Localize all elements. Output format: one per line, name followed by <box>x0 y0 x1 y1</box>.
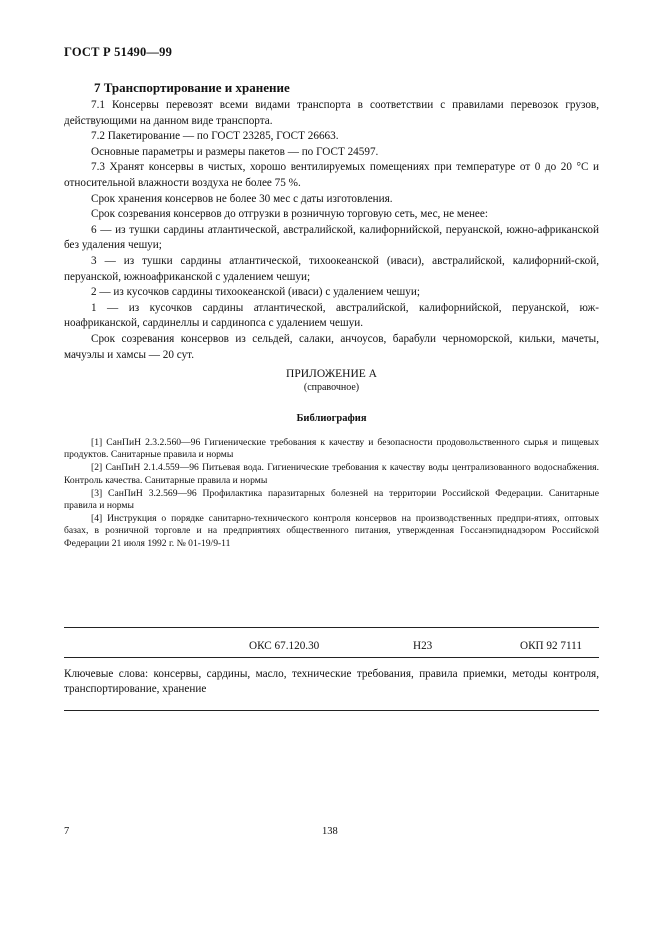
paragraph: 2 — из кусочков сардины тихоокеанской (иваси) с удалением чешуи; <box>91 286 420 299</box>
appendix-heading <box>64 368 599 394</box>
top-divider <box>64 627 599 628</box>
document-header: ГОСТ Р 51490—99 <box>64 45 173 59</box>
paragraph: Срок созревания консервов до отгрузки в розничную торговую сеть, мес, не менее: <box>91 208 488 221</box>
bibliography-item: [1] СанПиН 2.3.2.560—96 Гигиенические требования к качеству и безопасности продовольственного сырья и пищевых продуктов. Санитарные правила и нормы <box>64 437 599 461</box>
bibliography-item: [4] Инструкция о порядке санитарно-технического контроля консервов на производственных предпри-ятиях, оптовых базах, в розничной торговле и на предприятиях общественного питания, утвержденная Госсанэпиднадзором Российской Федерации 21 июля 1992 г. № 01-19/9-11 <box>64 513 599 549</box>
paragraph: Срок хранения консервов не более 30 мес с даты изготовления. <box>91 192 393 205</box>
bibliography-title: Библиография <box>296 413 367 424</box>
section-title: 7 Транспортирование и хранение <box>94 80 290 95</box>
okp-code: ОКП 92 7111 <box>520 640 582 652</box>
paragraph: Основные параметры и размеры пакетов — по ГОСТ 24597. <box>91 145 379 158</box>
bibliography-list <box>64 437 599 551</box>
paragraph: 7.3 Хранят консервы в чистых, хорошо вентилируемых помещениях при температуре от 0 до 20 °С и относительной влажности воздуха не более 75 %. <box>64 161 599 189</box>
paragraph: Срок созревания консервов из сельдей, салаки, анчоусов, барабули черноморской, кильки, мачеты, мачуэлы и хамсы — 20 сут. <box>64 332 599 361</box>
paragraph: 7.1 Консервы перевозят всеми видами транспорта в соответствии с правилами перевозок грузов, действующими на данном виде транспорта. <box>64 99 599 127</box>
section-body <box>64 98 599 363</box>
footer-left-number: 7 <box>64 826 70 837</box>
bibliography-item: [3] СанПиН 3.2.569—96 Профилактика паразитарных болезней на территории Российской Федерации. Санитарные правила и нормы <box>64 487 599 512</box>
oks-code: ОКС 67.120.30 <box>249 640 320 652</box>
bibliography-item: [2] СанПиН 2.1.4.559—96 Питьевая вода. Гигиенические требования к качеству воды централизованного водоснабжения. Контроль качества. Санитарные правила и нормы <box>64 462 599 486</box>
appendix-subtitle: (справочное) <box>303 382 360 393</box>
paragraph: 6 — из тушки сардины атлантической, австралийской, калифорнийской, перуанской, южно-африканской без удаления чешуи; <box>64 223 599 252</box>
group-code: Н23 <box>413 640 433 652</box>
middle-divider <box>64 657 599 658</box>
appendix-title: ПРИЛОЖЕНИЕ А <box>286 368 377 380</box>
paragraph: 1 — из кусочков сардины атлантической, австралийской, калифорнийской, перуанской, юж-ноафриканской, сардинеллы и сардинопса с удалением чешуи. <box>64 301 599 330</box>
keywords: Ключевые слова: консервы, сардины, масло, технические требования, правила приемки, методы контроля, транспортирование, хранение <box>64 668 599 695</box>
page-number: 138 <box>322 826 338 837</box>
paragraph: 3 — из тушки сардины атлантической, тихоокеанской (иваси), австралийской, калифорний-ской, перуанской, южноафриканской с удалением чешуи; <box>64 254 599 283</box>
paragraph: 7.2 Пакетирование — по ГОСТ 23285, ГОСТ 26663. <box>91 130 339 143</box>
bottom-divider <box>64 710 599 711</box>
